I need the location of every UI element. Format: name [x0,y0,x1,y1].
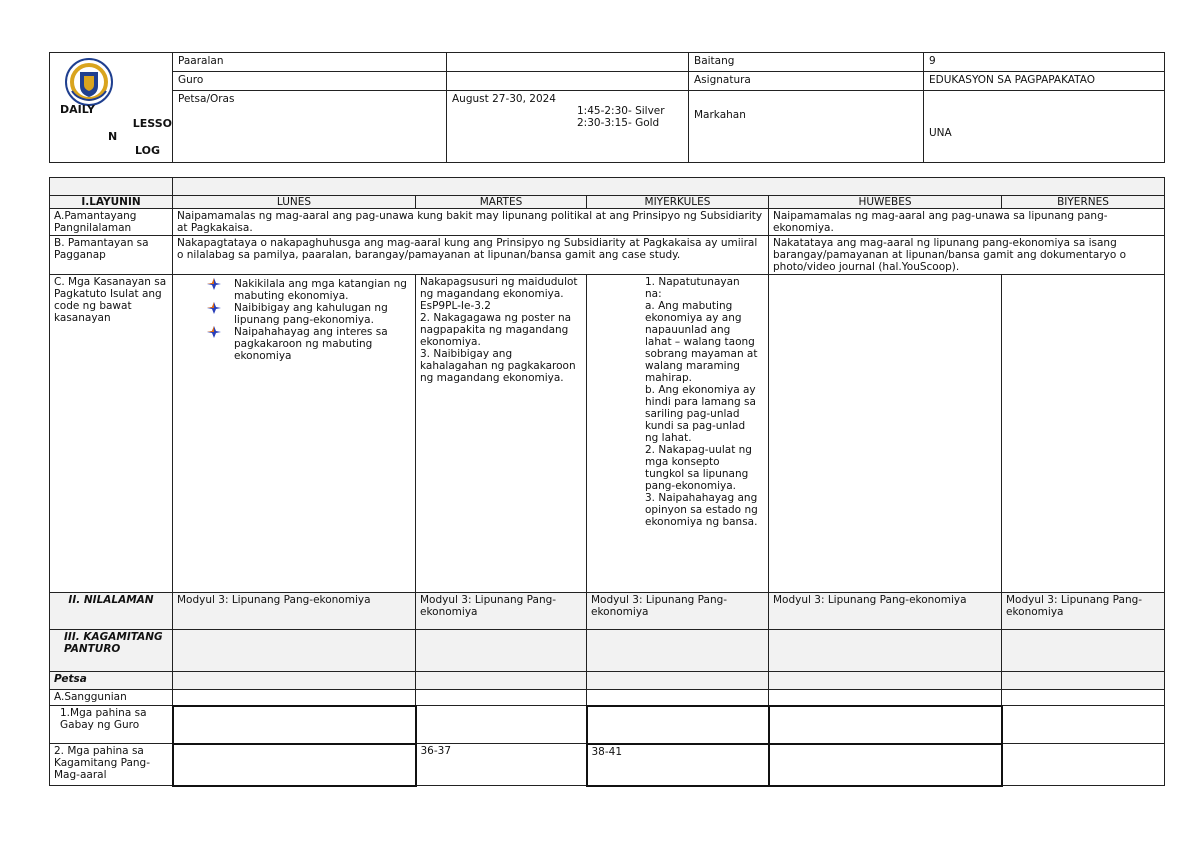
pamantayan-pagganap-right: Nakatataya ang mag-aaral ng lipunang pang-ekonomiya sa isang barangay/pamayanan at lipunan/bansa gamit ang dokumentaryo o photo/video journal (hal.YouScoop). [769,236,1165,275]
gabay-guro-label: 1.Mga pahina sa Gabay ng Guro [50,706,173,744]
kasanayan-lunes [173,275,416,593]
list-item: Nakikilala ang mga katangian ng mabuting ekonomiya. [177,278,411,302]
nilalaman-miyerkules: Modyul 3: Lipunang Pang-ekonomiya [587,593,769,630]
pamantayan-pagganap-left: Nakapagtataya o nakapaghuhusga ang mag-aaral kung ang Prinsipyo ng Subsidiarity at Pagkakaisa ay umiiral o nilalabag sa pamilya, paaralan, barangay/pamayanan at lipunan/bansa gamit ang case study. [173,236,769,275]
list-item: Naipahahayag ang interes sa pagkakaroon ng mabuting ekonomiya [177,326,411,362]
nilalaman-huwebes: Modyul 3: Lipunang Pang-ekonomiya [769,593,1002,630]
title-line-lesso: LESSO [132,116,172,130]
header-table [49,52,1165,163]
petsa-oras-label: Petsa/Oras [173,91,447,163]
logo-title-cell [50,53,173,163]
kasanayan-huwebes [769,275,1002,593]
kagamitang-mag-aaral-miyerkules: 38-41 [587,744,769,786]
guro-label: Guro [173,72,447,91]
paaralan-value [447,53,689,72]
day-biyernes: BIYERNES [1002,196,1165,209]
gabay-guro-huwebes [769,706,1002,744]
guro-value [447,72,689,91]
kagamitang-mag-aaral-row [50,744,1165,786]
kagamitang-mag-aaral-label: 2. Mga pahina sa Kagamitang Pang-Mag-aaral [50,744,173,786]
kasanayan-lunes-list [177,278,411,362]
diamond-bullet-icon [207,302,221,314]
deped-seal-icon [64,57,114,107]
title-line-n: N [108,130,118,143]
kagamitang-mag-aaral-huwebes [769,744,1002,786]
day-martes: MARTES [416,196,587,209]
day-huwebes: HUWEBES [769,196,1002,209]
kagamitang-panturo-row [50,630,1165,672]
title-line-log: LOG [135,143,160,157]
list-item: 2. Nakapag-uulat ng mga konsepto tungkol sa lipunang pang-ekonomiya. [645,444,752,492]
gabay-guro-row [50,706,1165,744]
dll-title [60,103,172,157]
kasanayan-row [50,275,1165,593]
kasanayan-martes [416,275,587,593]
kasanayan-miyerkules [587,275,769,593]
asignatura-label: Asignatura [689,72,924,91]
paaralan-label: Paaralan [173,53,447,72]
kagamitang-mag-aaral-biyernes [1002,744,1165,786]
petsa-row [50,672,1165,690]
day-miyerkules: MIYERKULES [587,196,769,209]
pamantayang-pangnilalaman-right: Naipamamalas ng mag-aaral ang pag-unawa sa lipunang pang-ekonomiya. [769,209,1165,236]
pamantayang-pangnilalaman-left: Naipamamalas ng mag-aaral ang pag-unawa kung bakit may lipunang politikal at ang Prinsipyo ng Subsidiarity at Pagkakaisa. [173,209,769,236]
kasanayan-label: C. Mga Kasanayan sa Pagkatuto Isulat ang code ng bawat kasanayan [50,275,173,593]
nilalaman-row [50,593,1165,630]
petsa-oras-value [447,91,689,163]
kagamitang-mag-aaral-martes: 36-37 [416,744,587,786]
asignatura-value: EDUKASYON SA PAGPAPAKATAO [924,72,1165,91]
list-item: Nakapagsusuri ng maidudulot ng magandang ekonomiya. EsP9PL-Ie-3.2 [420,276,578,312]
markahan-value: UNA [924,91,1165,163]
kasanayan-biyernes [1002,275,1165,593]
kagamitang-mag-aaral-lunes [173,744,416,786]
list-item: 1. Napatutunayan na: [645,276,740,300]
day-header-row [50,196,1165,209]
lesson-log-table [49,177,1165,787]
gabay-guro-martes [416,706,587,744]
gabay-guro-lunes [173,706,416,744]
gabay-guro-miyerkules [587,706,769,744]
nilalaman-lunes: Modyul 3: Lipunang Pang-ekonomiya [173,593,416,630]
diamond-bullet-icon [207,278,221,290]
sanggunian-row [50,690,1165,706]
list-item: 3. Naibibigay ang kahalagahan ng pagkakaroon ng magandang ekonomiya. [420,348,576,384]
gabay-guro-biyernes [1002,706,1165,744]
nilalaman-biyernes: Modyul 3: Lipunang Pang-ekonomiya [1002,593,1165,630]
list-item: b. Ang ekonomiya ay hindi para lamang sa sariling pag-unlad kundi sa pag-unlad ng lahat. [645,384,756,444]
pamantayang-pangnilalaman-label: A.Pamantayang Pangnilalaman [50,209,173,236]
sanggunian-label: A.Sanggunian [50,690,173,706]
baitang-label: Baitang [689,53,924,72]
pamantayang-pangnilalaman-row [50,209,1165,236]
pamantayan-pagganap-label: B. Pamantayan sa Pagganap [50,236,173,275]
list-item: 3. Naipahahayag ang opinyon sa estado ng ekonomiya ng bansa. [645,492,758,528]
blank-shaded-row [50,178,1165,196]
baitang-value: 9 [924,53,1165,72]
kagamitang-panturo-label: III. KAGAMITANG PANTURO [50,630,173,672]
petsa-row-label: Petsa [50,672,173,690]
time-gold: 2:30-3:15- Gold [577,117,660,129]
list-item: a. Ang mabuting ekonomiya ay ang napauunlad ang lahat – walang taong sobrang mayaman at walang maraming mahirap. [645,300,758,384]
time-silver: 1:45-2:30- Silver [577,105,665,117]
markahan-label: Markahan [689,91,924,163]
list-item: 2. Nakagagawa ng poster na nagpapakita ng magandang ekonomiya. [420,312,572,348]
pamantayan-pagganap-row [50,236,1165,275]
nilalaman-label: II. NILALAMAN [50,593,173,630]
title-line-daily: DAILY [60,103,95,116]
list-item: Naibibigay ang kahulugan ng lipunang pang-ekonomiya. [177,302,411,326]
day-lunes: LUNES [173,196,416,209]
layunin-label: I.LAYUNIN [50,196,173,209]
nilalaman-martes: Modyul 3: Lipunang Pang-ekonomiya [416,593,587,630]
petsa-date: August 27-30, 2024 [452,93,556,105]
diamond-bullet-icon [207,326,221,338]
